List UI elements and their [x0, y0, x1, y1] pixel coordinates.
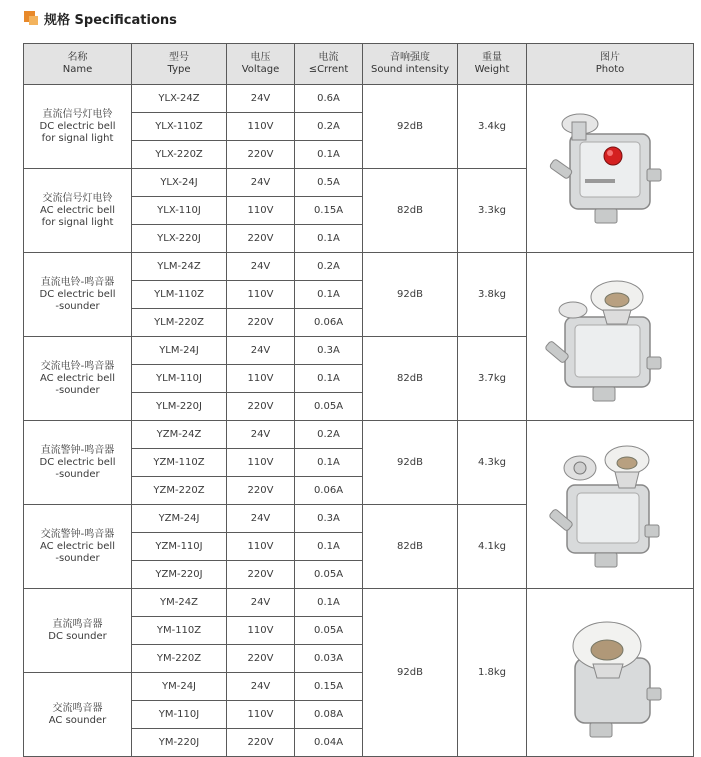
type-cell: YLM-110J	[132, 365, 227, 393]
current-cell: 0.5A	[295, 169, 363, 197]
voltage-cell: 110V	[227, 701, 295, 729]
sound-cell: 92dB	[363, 85, 458, 169]
product-name-cell: 交流电铃-鸣音器 AC electric bell -sounder	[24, 337, 132, 421]
type-cell: YZM-24J	[132, 505, 227, 533]
voltage-cell: 110V	[227, 449, 295, 477]
weight-cell: 4.1kg	[458, 505, 527, 589]
voltage-cell: 220V	[227, 393, 295, 421]
type-cell: YLX-110J	[132, 197, 227, 225]
type-cell: YM-220J	[132, 729, 227, 757]
voltage-cell: 110V	[227, 197, 295, 225]
voltage-cell: 24V	[227, 505, 295, 533]
header-name: 名称 Name	[24, 44, 132, 85]
product-name-cell: 直流警钟-鸣音器 DC electric bell -sounder	[24, 421, 132, 505]
type-cell: YM-24Z	[132, 589, 227, 617]
header-voltage: 电压 Voltage	[227, 44, 295, 85]
type-cell: YLM-220Z	[132, 309, 227, 337]
current-cell: 0.04A	[295, 729, 363, 757]
weight-cell: 3.8kg	[458, 253, 527, 337]
header-type: 型号 Type	[132, 44, 227, 85]
voltage-cell: 24V	[227, 337, 295, 365]
sound-cell: 82dB	[363, 337, 458, 421]
sounder-photo	[527, 598, 693, 748]
weight-cell: 4.3kg	[458, 421, 527, 505]
current-cell: 0.05A	[295, 393, 363, 421]
current-cell: 0.15A	[295, 673, 363, 701]
voltage-cell: 110V	[227, 617, 295, 645]
current-cell: 0.06A	[295, 309, 363, 337]
voltage-cell: 24V	[227, 85, 295, 113]
current-cell: 0.6A	[295, 85, 363, 113]
type-cell: YLX-24J	[132, 169, 227, 197]
table-row	[24, 253, 694, 281]
type-cell: YZM-24Z	[132, 421, 227, 449]
product-name-cell: 交流鸣音器 AC sounder	[24, 673, 132, 757]
type-cell: YLX-24Z	[132, 85, 227, 113]
voltage-cell: 220V	[227, 141, 295, 169]
table-row	[24, 85, 694, 113]
type-cell: YLM-24Z	[132, 253, 227, 281]
weight-cell: 3.7kg	[458, 337, 527, 421]
current-cell: 0.1A	[295, 141, 363, 169]
type-cell: YZM-110Z	[132, 449, 227, 477]
current-cell: 0.1A	[295, 449, 363, 477]
type-cell: YM-110Z	[132, 617, 227, 645]
current-cell: 0.2A	[295, 253, 363, 281]
sound-cell: 82dB	[363, 169, 458, 253]
product-name-cell: 直流电铃-鸣音器 DC electric bell -sounder	[24, 253, 132, 337]
voltage-cell: 24V	[227, 169, 295, 197]
signal-light-bell-photo	[527, 94, 693, 244]
table-row	[24, 589, 694, 617]
current-cell: 0.2A	[295, 113, 363, 141]
voltage-cell: 24V	[227, 673, 295, 701]
current-cell: 0.1A	[295, 281, 363, 309]
voltage-cell: 24V	[227, 421, 295, 449]
product-name-cell: 直流鸣音器 DC sounder	[24, 589, 132, 673]
current-cell: 0.1A	[295, 225, 363, 253]
photo-cell	[527, 421, 694, 589]
current-cell: 0.05A	[295, 561, 363, 589]
type-cell: YZM-220Z	[132, 477, 227, 505]
photo-cell	[527, 253, 694, 421]
current-cell: 0.3A	[295, 505, 363, 533]
current-cell: 0.03A	[295, 645, 363, 673]
type-cell: YZM-110J	[132, 533, 227, 561]
photo-cell	[527, 85, 694, 253]
voltage-cell: 220V	[227, 225, 295, 253]
type-cell: YM-110J	[132, 701, 227, 729]
section-header	[24, 9, 177, 27]
type-cell: YZM-220J	[132, 561, 227, 589]
sound-cell: 92dB	[363, 589, 458, 757]
alarm-bell-sounder-photo	[527, 430, 693, 580]
voltage-cell: 110V	[227, 533, 295, 561]
weight-cell: 1.8kg	[458, 589, 527, 757]
product-name-cell: 交流警钟-鸣音器 AC electric bell -sounder	[24, 505, 132, 589]
current-cell: 0.2A	[295, 421, 363, 449]
voltage-cell: 220V	[227, 729, 295, 757]
voltage-cell: 24V	[227, 253, 295, 281]
sound-cell: 92dB	[363, 421, 458, 505]
current-cell: 0.08A	[295, 701, 363, 729]
current-cell: 0.1A	[295, 365, 363, 393]
type-cell: YM-220Z	[132, 645, 227, 673]
sound-cell: 92dB	[363, 253, 458, 337]
orange-square-icon	[24, 11, 38, 25]
type-cell: YLX-220J	[132, 225, 227, 253]
type-cell: YLX-110Z	[132, 113, 227, 141]
header-weight: 重量 Weight	[458, 44, 527, 85]
photo-cell	[527, 589, 694, 757]
current-cell: 0.3A	[295, 337, 363, 365]
header-sound-intensity: 音响强度 Sound intensity	[363, 44, 458, 85]
voltage-cell: 220V	[227, 477, 295, 505]
product-name-cell: 直流信号灯电铃 DC electric bell for signal light	[24, 85, 132, 169]
voltage-cell: 24V	[227, 589, 295, 617]
voltage-cell: 110V	[227, 113, 295, 141]
current-cell: 0.1A	[295, 589, 363, 617]
product-name-cell: 交流信号灯电铃 AC electric bell for signal light	[24, 169, 132, 253]
type-cell: YLM-24J	[132, 337, 227, 365]
sound-cell: 82dB	[363, 505, 458, 589]
voltage-cell: 220V	[227, 561, 295, 589]
voltage-cell: 110V	[227, 365, 295, 393]
current-cell: 0.05A	[295, 617, 363, 645]
current-cell: 0.1A	[295, 533, 363, 561]
section-title: 规格 Specifications	[44, 12, 177, 28]
voltage-cell: 220V	[227, 309, 295, 337]
current-cell: 0.06A	[295, 477, 363, 505]
weight-cell: 3.4kg	[458, 85, 527, 169]
type-cell: YLX-220Z	[132, 141, 227, 169]
table-row	[24, 421, 694, 449]
current-cell: 0.15A	[295, 197, 363, 225]
type-cell: YLM-220J	[132, 393, 227, 421]
weight-cell: 3.3kg	[458, 169, 527, 253]
type-cell: YLM-110Z	[132, 281, 227, 309]
type-cell: YM-24J	[132, 673, 227, 701]
electric-bell-sounder-photo	[527, 262, 693, 412]
voltage-cell: 220V	[227, 645, 295, 673]
voltage-cell: 110V	[227, 281, 295, 309]
header-row	[24, 44, 694, 85]
header-photo: 图片 Photo	[527, 44, 694, 85]
specifications-table	[23, 43, 694, 757]
header-current: 电流 ≤Crrent	[295, 44, 363, 85]
